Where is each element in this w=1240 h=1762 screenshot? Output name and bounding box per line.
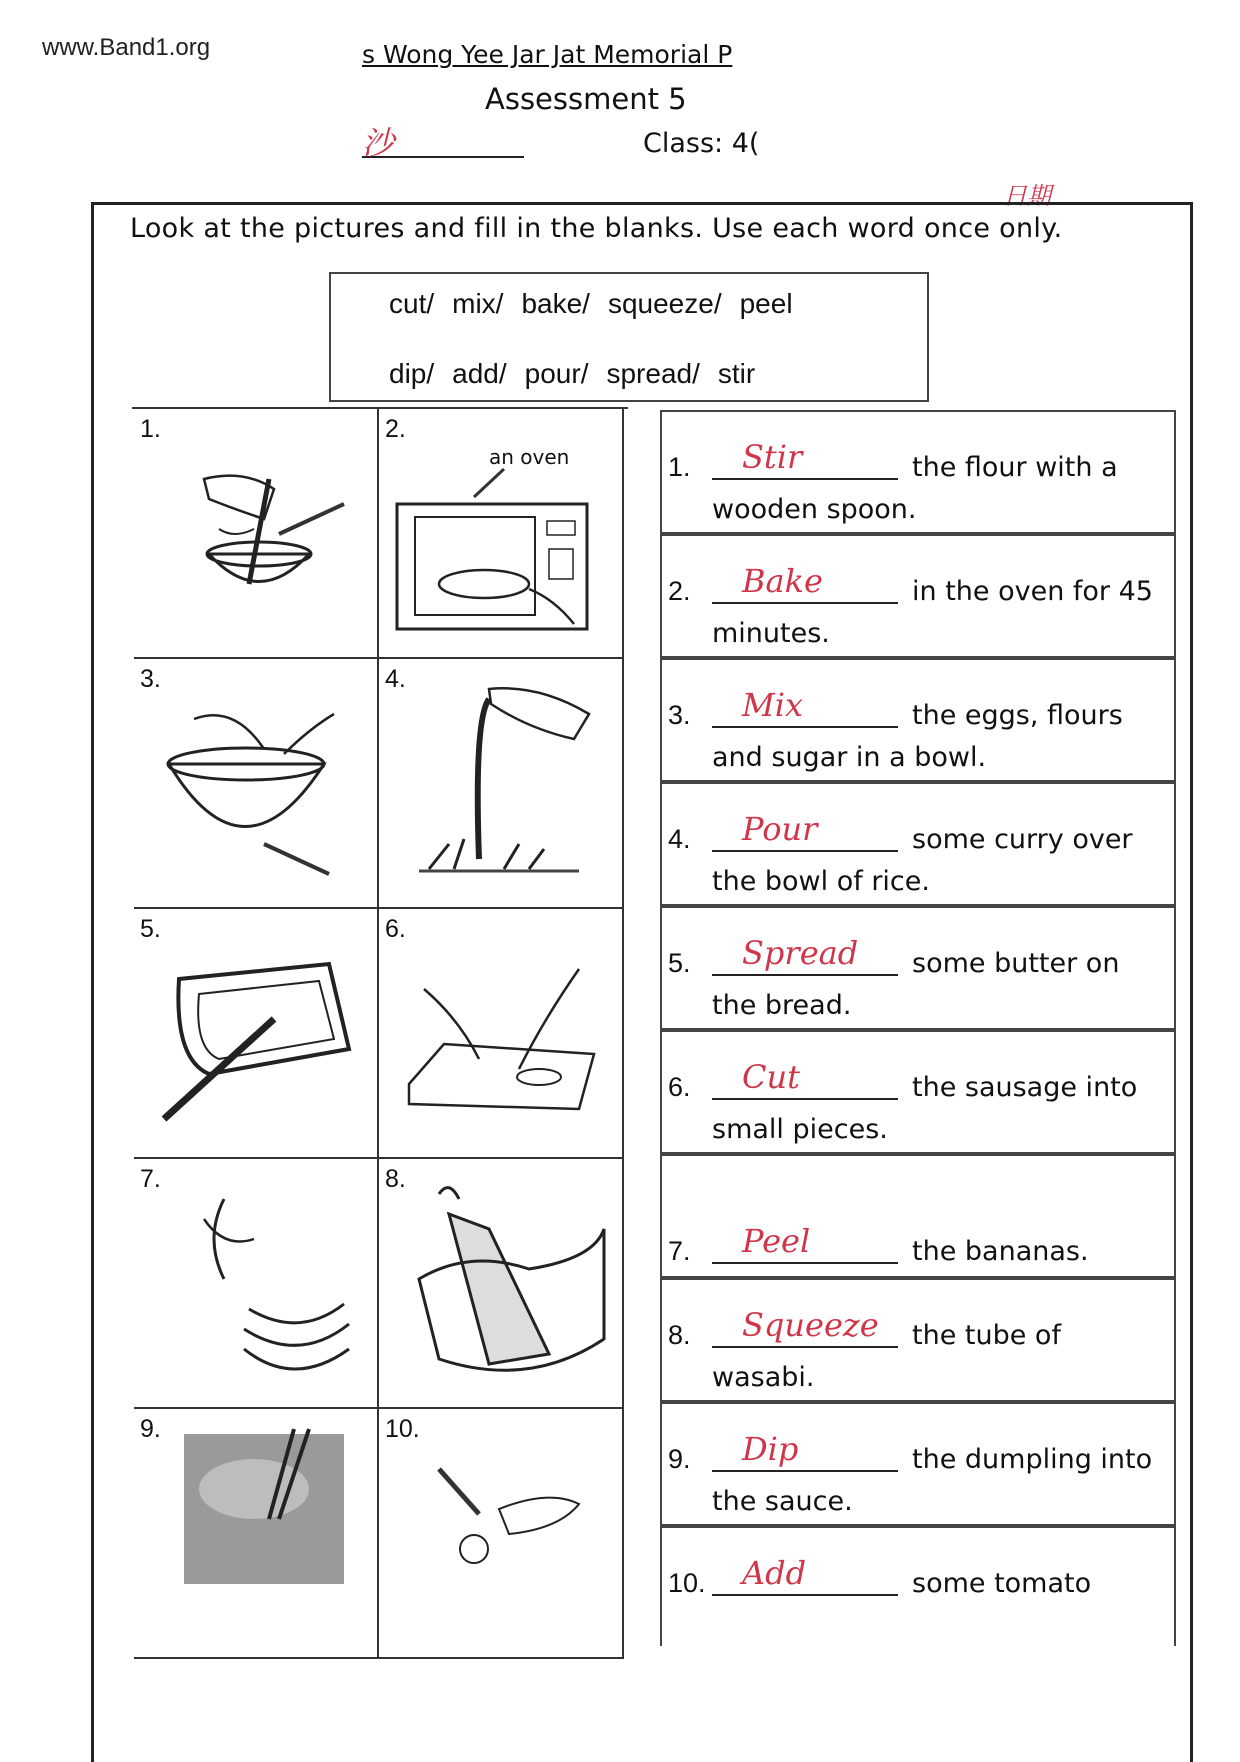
picture-cell-2 (379, 409, 624, 659)
question-text: in the oven for 45 (912, 576, 1153, 607)
question-8 (660, 1278, 1176, 1402)
class-label: Class: 4( (643, 128, 760, 159)
word-bank-row-2 (389, 358, 755, 390)
answer-handwriting: Stir (742, 438, 803, 476)
answer-handwriting: Dip (742, 1430, 799, 1468)
picture-number: 6. (385, 915, 406, 943)
answer-blank[interactable] (712, 1554, 898, 1596)
answer-blank[interactable] (712, 1430, 898, 1472)
question-text-line2: wasabi. (712, 1362, 815, 1393)
question-text-line2: the bowl of rice. (712, 866, 930, 897)
question-number: 3. (668, 700, 691, 730)
question-text: the eggs, flours (912, 700, 1123, 731)
question-5 (660, 906, 1176, 1030)
question-text: the tube of (912, 1320, 1061, 1351)
question-number: 8. (668, 1320, 691, 1350)
squeeze-tube-icon (379, 1159, 624, 1409)
question-1 (660, 410, 1176, 534)
question-text: the sausage into (912, 1072, 1138, 1103)
answer-handwriting: Add (742, 1554, 807, 1592)
question-text-line2: the bread. (712, 990, 852, 1021)
answer-blank[interactable] (712, 810, 898, 852)
picture-number: 8. (385, 1165, 406, 1193)
picture-grid (132, 407, 628, 1443)
picture-cell-1 (134, 409, 379, 659)
answer-blank[interactable] (712, 1058, 898, 1100)
question-number: 1. (668, 452, 691, 482)
question-number: 6. (668, 1072, 691, 1102)
answer-blank[interactable] (712, 1222, 898, 1264)
cut-board-icon (379, 909, 624, 1159)
picture-cell-9 (134, 1409, 379, 1659)
question-7 (660, 1154, 1176, 1278)
word-item: stir (717, 358, 756, 389)
word-bank (329, 272, 929, 402)
instruction-text: Look at the pictures and fill in the blanks. Use each word once only. (130, 213, 1063, 244)
picture-caption: an oven (489, 445, 570, 469)
answer-blank[interactable] (712, 934, 898, 976)
picture-number: 1. (140, 415, 161, 443)
picture-number: 10. (385, 1415, 420, 1443)
question-text: some butter on (912, 948, 1120, 979)
question-number: 2. (668, 576, 691, 606)
picture-number: 7. (140, 1165, 161, 1193)
name-handwriting: 沙 (362, 124, 395, 162)
picture-cell-6 (379, 909, 624, 1159)
question-text-line2: the sauce. (712, 1486, 853, 1517)
question-number: 4. (668, 824, 691, 854)
answer-handwriting: Pour (742, 810, 818, 848)
oven-icon (379, 409, 624, 659)
answer-handwriting: Squeeze (742, 1306, 879, 1344)
question-text: the bananas. (912, 1236, 1089, 1267)
word-item: peel (739, 288, 793, 319)
question-number: 9. (668, 1444, 691, 1474)
answer-blank[interactable] (712, 1306, 898, 1348)
question-10 (660, 1526, 1176, 1646)
question-number: 5. (668, 948, 691, 978)
question-number: 7. (668, 1236, 691, 1266)
question-text-line2: minutes. (712, 618, 830, 649)
question-text: some curry over (912, 824, 1133, 855)
picture-cell-3 (134, 659, 379, 909)
word-item: mix/ (452, 288, 504, 319)
question-6 (660, 1030, 1176, 1154)
question-text: some tomato (912, 1568, 1092, 1599)
picture-cell-7 (134, 1159, 379, 1409)
picture-cell-10 (379, 1409, 624, 1659)
word-item: add/ (452, 358, 507, 389)
question-text-line2: wooden spoon. (712, 494, 917, 525)
picture-number: 9. (140, 1415, 161, 1443)
answer-handwriting: Mix (742, 686, 804, 724)
picture-number: 2. (385, 415, 406, 443)
school-name: s Wong Yee Jar Jat Memorial P (362, 40, 733, 69)
answer-blank[interactable] (712, 438, 898, 480)
dip-dumpling-icon (134, 1409, 379, 1659)
answer-handwriting: Bake (742, 562, 823, 600)
word-item: cut/ (389, 288, 435, 319)
answer-handwriting: Peel (742, 1222, 811, 1260)
date-handwriting: 日期 (1003, 182, 1051, 210)
picture-cell-4 (379, 659, 624, 909)
word-item: dip/ (389, 358, 435, 389)
peel-banana-icon (134, 1159, 379, 1409)
pour-jug-icon (379, 659, 624, 909)
word-item: squeeze/ (607, 288, 722, 319)
spread-bread-icon (134, 909, 379, 1159)
question-text-line2: small pieces. (712, 1114, 888, 1145)
picture-number: 4. (385, 665, 406, 693)
question-4 (660, 782, 1176, 906)
word-bank-row-1 (389, 288, 793, 320)
word-item: bake/ (521, 288, 590, 319)
page-title: Assessment 5 (485, 82, 687, 116)
add-sauce-icon (379, 1409, 624, 1659)
picture-number: 3. (140, 665, 161, 693)
question-text-line2: and sugar in a bowl. (712, 742, 987, 773)
question-number: 10. (668, 1568, 706, 1598)
answer-handwriting: Spread (742, 934, 859, 972)
picture-cell-5 (134, 909, 379, 1159)
answer-blank[interactable] (712, 562, 898, 604)
word-item: spread/ (606, 358, 700, 389)
question-2 (660, 534, 1176, 658)
picture-cell-8 (379, 1159, 624, 1409)
question-3 (660, 658, 1176, 782)
answer-handwriting: Cut (742, 1058, 800, 1096)
mix-bowl-icon (134, 659, 379, 909)
question-text: the flour with a (912, 452, 1118, 483)
stir-bowl-icon (134, 409, 379, 659)
question-text: the dumpling into (912, 1444, 1153, 1475)
site-url: www.Band1.org (42, 34, 211, 61)
question-9 (660, 1402, 1176, 1526)
answer-blank[interactable] (712, 686, 898, 728)
picture-number: 5. (140, 915, 161, 943)
word-item: pour/ (524, 358, 589, 389)
